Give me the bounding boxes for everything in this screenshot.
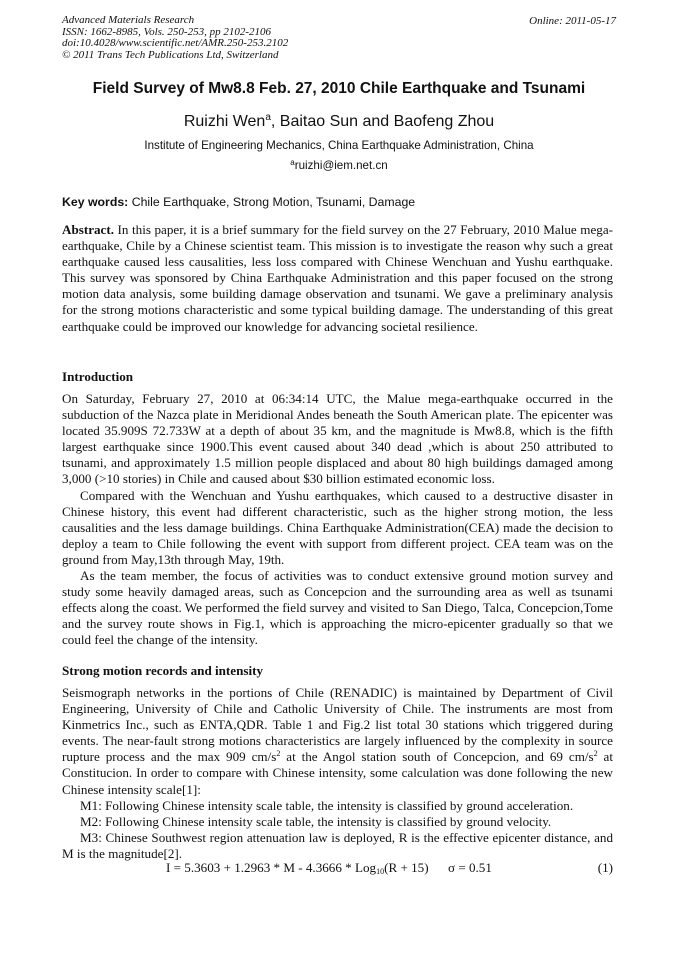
abstract-label: Abstract. [62,222,114,237]
doi-line: doi:10.4028/www.scientific.net/AMR.250-253.2102 [62,37,289,50]
section-heading-introduction: Introduction [62,369,134,384]
keywords [62,195,415,209]
log-base: 10 [376,867,385,876]
method-m1: M1: Following Chinese intensity scale table, the intensity is classified by ground acceleration. [80,797,574,813]
intro-paragraph-3: As the team member, the focus of activities was to conduct extensive ground motion survey and study some heavily damaged areas, such as Concepcion and the surrounding area as well as tsunami effects along the coast. We performed the field survey and visited to San Diego, Talca, Concepcion,Tome and the survey route shows in Fig.1, which is approaching the micro-epicenter gradually so that we could feel the change of the intensity. [62,568,613,648]
email-marker: a [290,158,295,167]
introduction-body [62,391,613,649]
abstract-text: In this paper, it is a brief summary for the field survey on the 27 February, 2010 Malue mega-earthquake, Chile by a Chinese scientist team. This mission is to investigate the reason why such a great earthquake caused less causalities, less loss compared with Chinese Wenchuan and Yushu earthquake. This survey was sponsored by China Earthquake Administration and this paper focused on the strong motion data analysis, some building damage observation and tsunami. We gave a preliminary analysis for the strong motions characteristic and some typical building damage. The understanding of this great earthquake could be improved our knowledge for advancing societal resilience. [62,222,613,334]
journal-name: Advanced Materials Research [62,14,195,26]
equation-1 [62,860,613,878]
authors [0,112,678,131]
method-m2: M2: Following Chinese intensity scale table, the intensity is classified by ground velocity. [80,813,552,829]
paper-title: Field Survey of Mw8.8 Feb. 27, 2010 Chile Earthquake and Tsunami [92,80,586,97]
intro-paragraph-1: On Saturday, February 27, 2010 at 06:34:14 UTC, the Malue mega-earthquake occurred in the subduction of the Nazca plate in Meridional Andes beneath the South American plate. The epicenter was located 35.909S 72.733W at a depth of about 35 km, and the magnitude is Mw8.8, which is the fifth largest earthquake since 1900.This event caused about 340 dead ,which is about 250 attributed to tsunami, and approximately 1.5 million people displaced and about 80 high buildings damaged among 3,000 (>10 stories) in Chile and caused about $30 billion estimated economic loss. [62,391,613,487]
unit-superscript: 2 [276,749,281,759]
keywords-text: Chile Earthquake, Strong Motion, Tsunami, Damage [128,195,416,209]
strong-motion-body [62,685,613,862]
issn-line: ISSN: 1662-8985, Vols. 250-253, pp 2102-2106 [62,25,271,38]
strong-motion-paragraph-1 [62,685,613,798]
sm-text-b: at the Angol station south of Concepcion, and 69 cm/s [280,749,594,765]
equation-number: (1) [597,860,613,875]
journal-header [62,15,288,61]
email [0,158,678,172]
email-address[interactable]: ruizhi@iem.net.cn [294,159,388,172]
method-m3: M3: Chinese Southwest region attenuation law is deployed, R is the effective epicenter distance, and M is the magnitude[2]. [62,829,613,861]
keywords-label: Key words: [62,195,129,209]
equation-expression [166,860,429,876]
sm-text-a: Seismograph networks in the portions of Chile (RENADIC) is maintained by Department of Civil Engineering, University of Chile and Catholic University of Chile. The instruments are most from Kinmetrics Inc., such as ENTA,QDR. Table 1 and Fig.2 list total 30 stations which triggered during events. The near-fault strong motions characteristics are largely influenced by the complexity in source rupture process and the max 909 cm/s [62,685,613,765]
author-affil-marker: a [265,112,271,123]
intro-paragraph-2: Compared with the Wenchuan and Yushu earthquakes, which caused to a destructive disaster in Chinese history, this event had different characteristic, such as the higher strong motion, the less causalities and the less damage buildings. China Earthquake Administration(CEA) made the decision to deploy a team to Chile following the event with support from different project. CEA team was on the ground from May,13th through May, 19th. [62,487,613,567]
author-first: Ruizhi Wen [183,113,266,130]
equation-sigma: σ = 0.51 [448,860,492,875]
sm-text-c: at Constitucion. In order to compare with Chinese intensity, some calculation was done following the new Chinese intensity scale[1]: [62,749,613,797]
online-date: Online: 2011-05-17 [529,15,616,27]
unit-superscript: 2 [593,749,598,759]
equation-rhs: (R + 15) [384,860,429,875]
copyright-line: © 2011 Trans Tech Publications Ltd, Switzerland [62,48,279,61]
equation-lhs: I = 5.3603 + 1.2963 * M - 4.3666 * Log [166,860,377,875]
affiliation: Institute of Engineering Mechanics, China Earthquake Administration, China [144,139,534,152]
section-heading-strong-motion: Strong motion records and intensity [62,663,264,678]
author-rest: , Baitao Sun and Baofeng Zhou [270,113,495,130]
abstract [62,222,613,335]
